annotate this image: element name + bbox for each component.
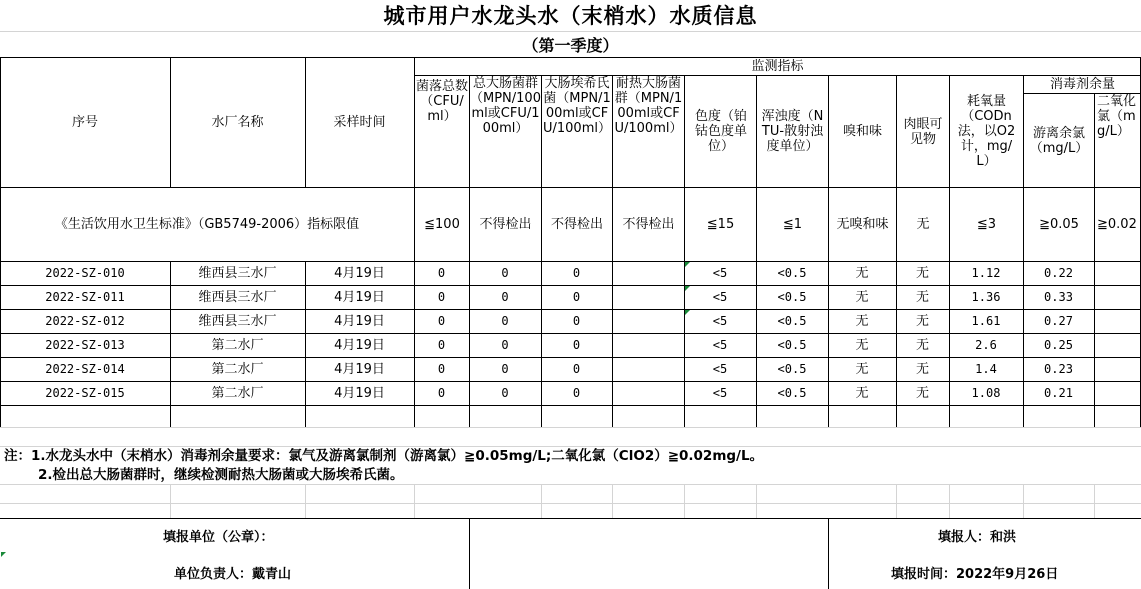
row-turbidity: <0.5 — [777, 362, 807, 376]
row-turbidity: <0.5 — [777, 314, 807, 328]
row-colony: 0 — [437, 314, 446, 328]
row-free-chlorine: 0.27 — [1044, 314, 1073, 328]
header-oxygen-consumption: 耗氧量（CODn法，以O2计，mg/L） — [957, 94, 1016, 169]
row-coliform: 0 — [501, 266, 509, 280]
row-plant: 维西县三水厂 — [198, 266, 277, 281]
row-cod: 1.4 — [975, 362, 997, 376]
row-time: 4月19日 — [334, 362, 385, 377]
note-line-2: 2.检出总大肠菌群时，继续检测耐热大肠菌或大肠埃希氏菌。 — [38, 466, 404, 483]
row-time: 4月19日 — [334, 338, 385, 353]
row-id: 2022-SZ-013 — [45, 338, 125, 352]
row-odor: 无 — [855, 338, 869, 353]
row-turbidity: <0.5 — [777, 386, 807, 400]
row-coliform: 0 — [501, 362, 509, 376]
row-odor: 无 — [855, 290, 869, 305]
row-e-coli: 0 — [572, 338, 581, 352]
report-time: 填报时间：2022年9月26日 — [891, 566, 1059, 582]
standard-coliform: 不得检出 — [479, 217, 532, 232]
row-id: 2022-SZ-012 — [45, 314, 125, 328]
row-time: 4月19日 — [334, 290, 385, 305]
header-plant-name: 水厂名称 — [211, 115, 264, 130]
header-sampling-time: 采样时间 — [333, 115, 386, 130]
row-e-coli: 0 — [572, 314, 581, 328]
row-free-chlorine: 0.33 — [1044, 290, 1073, 304]
row-color: <5 — [712, 386, 728, 400]
header-monitoring-indicators: 监测指标 — [751, 59, 804, 74]
row-visible: 无 — [915, 266, 929, 281]
header-color: 色度（铂钴色度单位） — [694, 109, 747, 154]
row-color: <5 — [712, 266, 728, 280]
row-coliform: 0 — [501, 314, 509, 328]
row-odor: 无 — [855, 266, 869, 281]
standard-e-coli: 不得检出 — [550, 217, 603, 232]
row-coliform: 0 — [501, 338, 509, 352]
row-e-coli: 0 — [572, 266, 581, 280]
row-odor: 无 — [855, 314, 869, 329]
row-visible: 无 — [915, 386, 929, 401]
header-total-coliform: 总大肠菌群（MPN/100ml或CFU/100ml） — [470, 76, 541, 136]
header-colony-count: 菌落总数（CFU/ml） — [415, 79, 468, 124]
row-e-coli: 0 — [572, 386, 581, 400]
row-free-chlorine: 0.21 — [1044, 386, 1073, 400]
row-cod: 1.12 — [971, 266, 1001, 280]
row-e-coli: 0 — [572, 290, 581, 304]
reporting-unit: 填报单位（公章）： — [163, 529, 274, 545]
row-cod: 1.08 — [971, 386, 1001, 400]
row-colony: 0 — [437, 386, 446, 400]
row-turbidity: <0.5 — [777, 266, 807, 280]
row-color: <5 — [712, 362, 728, 376]
page-title: 城市用户水龙头水（末梢水）水质信息 — [383, 3, 758, 28]
row-odor: 无 — [855, 362, 869, 377]
row-colony: 0 — [437, 362, 446, 376]
row-turbidity: <0.5 — [777, 290, 807, 304]
standard-visible: 无 — [916, 217, 930, 232]
standard-chlorine-dioxide: ≧0.02 — [1097, 217, 1137, 232]
row-time: 4月19日 — [334, 266, 385, 281]
row-time: 4月19日 — [334, 386, 385, 401]
row-color: <5 — [712, 314, 728, 328]
header-turbidity: 浑浊度（NTU-散射浊度单位） — [761, 109, 824, 154]
row-free-chlorine: 0.23 — [1044, 362, 1073, 376]
row-plant: 维西县三水厂 — [198, 314, 277, 329]
row-visible: 无 — [915, 290, 929, 305]
row-color: <5 — [712, 338, 728, 352]
row-cod: 2.6 — [975, 338, 997, 352]
row-id: 2022-SZ-010 — [45, 266, 125, 280]
row-id: 2022-SZ-011 — [45, 290, 125, 304]
page-subtitle: （第一季度） — [522, 35, 619, 55]
row-plant: 第二水厂 — [211, 362, 264, 377]
row-time: 4月19日 — [334, 314, 385, 329]
person-in-charge: 单位负责人：戴青山 — [174, 566, 292, 582]
row-e-coli: 0 — [572, 362, 581, 376]
header-visible-matter: 肉眼可见物 — [903, 116, 943, 147]
row-coliform: 0 — [501, 386, 509, 400]
header-thermotolerant-coliform: 耐热大肠菌群（MPN/100ml或CFU/100ml） — [614, 76, 683, 136]
row-free-chlorine: 0.22 — [1044, 266, 1073, 280]
row-turbidity: <0.5 — [777, 338, 807, 352]
row-visible: 无 — [915, 338, 929, 353]
row-id: 2022-SZ-015 — [45, 386, 125, 400]
row-plant: 维西县三水厂 — [198, 290, 277, 305]
reporter: 填报人：和洪 — [938, 529, 1017, 545]
row-free-chlorine: 0.25 — [1044, 338, 1073, 352]
row-colony: 0 — [437, 338, 446, 352]
note-line-1: 注：1.水龙头水中（末梢水）消毒剂余量要求：氯气及游离氯制剂（游离氯）≧0.05mg/L;二氧化氯（ClO2）≧0.02mg/L。 — [4, 448, 764, 464]
row-cod: 1.36 — [971, 290, 1001, 304]
header-disinfectant-residual: 消毒剂余量 — [1049, 77, 1115, 92]
row-id: 2022-SZ-014 — [45, 362, 125, 376]
header-e-coli: 大肠埃希氏菌（MPN/100ml或CFU/100ml） — [543, 76, 611, 136]
row-color: <5 — [712, 290, 728, 304]
row-coliform: 0 — [501, 290, 509, 304]
row-odor: 无 — [855, 386, 869, 401]
row-visible: 无 — [915, 362, 929, 377]
standard-color: ≦15 — [706, 217, 735, 232]
header-chlorine-dioxide: 二氧化氯（mg/L） — [1097, 94, 1137, 139]
standard-odor: 无嗅和味 — [836, 217, 889, 232]
standard-cod: ≦3 — [976, 217, 997, 232]
row-colony: 0 — [437, 266, 446, 280]
header-odor: 嗅和味 — [842, 124, 882, 139]
row-plant: 第二水厂 — [211, 338, 264, 353]
standard-thermotolerant: 不得检出 — [622, 217, 675, 232]
standard-label: 《生活饮用水卫生标准》（GB5749-2006）指标限值 — [54, 217, 360, 232]
row-colony: 0 — [437, 290, 446, 304]
standard-free-chlorine: ≧0.05 — [1039, 217, 1079, 232]
header-free-chlorine: 游离余氯（mg/L） — [1029, 125, 1089, 156]
header-index: 序号 — [71, 115, 98, 130]
row-visible: 无 — [915, 314, 929, 329]
standard-colony: ≦100 — [424, 217, 460, 232]
row-cod: 1.61 — [971, 314, 1001, 328]
row-plant: 第二水厂 — [211, 386, 264, 401]
standard-turbidity: ≦1 — [782, 217, 803, 232]
